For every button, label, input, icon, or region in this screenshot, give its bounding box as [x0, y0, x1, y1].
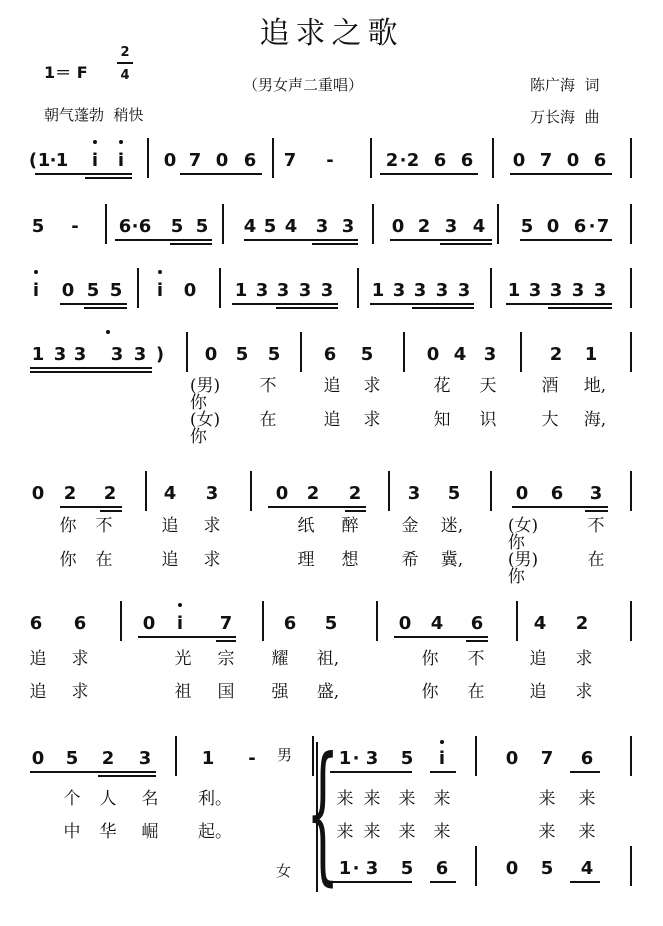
note-digit: · — [352, 858, 360, 879]
beam-underline — [330, 771, 412, 773]
key-signature: 1＝ F — [44, 63, 88, 82]
note-digit: · — [399, 150, 407, 171]
note-digit: 6 — [470, 613, 484, 634]
note-digit: 3 — [365, 858, 379, 879]
note-digit: 3 — [589, 483, 603, 504]
note-digit: 6 — [580, 748, 594, 769]
note-digit: 5 — [263, 216, 277, 237]
lyric-char: 名 — [141, 789, 159, 809]
bar-line — [376, 601, 378, 641]
note-digit: 6 — [73, 613, 87, 634]
lyric-char: 海, — [583, 410, 607, 430]
beam-underline — [98, 775, 156, 777]
lyric-char: 崛 — [141, 822, 159, 842]
note-digit: 1 — [338, 858, 352, 879]
bar-line — [630, 332, 632, 372]
lyric-char: 华 — [99, 822, 117, 842]
lyric-char: 在 — [467, 682, 485, 702]
lyric-char: 人 — [99, 789, 117, 809]
note-digit: 1 — [507, 280, 521, 301]
lyric-char: 求 — [363, 410, 381, 430]
lyric-char: 追 — [529, 649, 547, 669]
beam-underline — [466, 640, 488, 642]
bar-line — [403, 332, 405, 372]
bar-line — [262, 601, 264, 641]
lyric-char: 地, — [583, 376, 607, 396]
lyric-char: 耀 — [271, 649, 289, 669]
beam-underline — [30, 371, 152, 373]
bar-line — [516, 601, 518, 641]
time-signature-top: 2 — [120, 45, 130, 60]
note-digit: 0 — [566, 150, 580, 171]
note-digit: ( — [28, 150, 38, 171]
lyric-char: 来 — [578, 822, 596, 842]
bar-line — [490, 268, 492, 308]
note-digit: 3 — [457, 280, 471, 301]
beam-underline — [115, 239, 212, 241]
lyric-char: 识 — [479, 410, 497, 430]
beam-underline — [170, 243, 212, 245]
lyric-char: 追 — [29, 649, 47, 669]
note-digit: - — [71, 216, 79, 237]
note-digit: 7 — [539, 150, 553, 171]
lyric-char: 你 — [421, 649, 439, 669]
beam-underline — [35, 173, 132, 175]
lyric-char: 你 — [59, 550, 77, 570]
lyric-char: 金 — [401, 516, 419, 536]
note-digit: 6 — [433, 150, 447, 171]
lyric-char: 你 — [421, 682, 439, 702]
lyric-char: (女)你 — [189, 410, 221, 447]
note-digit: 0 — [512, 150, 526, 171]
lyric-char: 来 — [363, 789, 381, 809]
note-digit: 5 — [540, 858, 554, 879]
note-digit: 6 — [138, 216, 152, 237]
bar-line — [497, 204, 499, 244]
note-digit: 0 — [275, 483, 289, 504]
lyric-char: 盛, — [316, 682, 340, 702]
beam-underline — [412, 307, 474, 309]
note-digit: 3 — [528, 280, 542, 301]
lyric-char: 宗 — [217, 649, 235, 669]
lyric-char: 光 — [174, 649, 192, 669]
beam-underline — [312, 243, 358, 245]
lyric-char: 追 — [161, 516, 179, 536]
lyric-char: 求 — [203, 516, 221, 536]
octave-dot — [119, 140, 123, 144]
bar-line — [300, 332, 302, 372]
lyric-char: 来 — [433, 822, 451, 842]
note-digit: 2 — [348, 483, 362, 504]
voice-label-female: 女 — [276, 862, 292, 880]
note-digit: 5 — [86, 280, 100, 301]
note-digit: 0 — [391, 216, 405, 237]
beam-underline — [390, 239, 492, 241]
lyric-char: 在 — [95, 550, 113, 570]
note-digit: 5 — [235, 344, 249, 365]
lyric-char: 大 — [541, 410, 559, 430]
bar-line — [630, 471, 632, 511]
note-digit: 0 — [215, 150, 229, 171]
bar-line — [630, 204, 632, 244]
note-digit: 3 — [205, 483, 219, 504]
beam-underline — [585, 510, 608, 512]
bar-line — [250, 471, 252, 511]
bar-line — [520, 332, 522, 372]
note-digit: 2 — [549, 344, 563, 365]
note-digit: 0 — [398, 613, 412, 634]
time-signature-bottom: 4 — [120, 68, 130, 83]
lyric-char: 希 — [401, 550, 419, 570]
beam-underline — [345, 510, 366, 512]
bar-line — [120, 601, 122, 641]
note-digit: 4 — [472, 216, 486, 237]
note-digit: 6 — [323, 344, 337, 365]
note-digit: 3 — [392, 280, 406, 301]
note-digit: 6 — [118, 216, 132, 237]
lyric-char: 冀, — [440, 550, 464, 570]
note-digit: 4 — [163, 483, 177, 504]
beam-underline — [85, 177, 132, 179]
beam-underline — [570, 881, 600, 883]
beam-underline — [60, 506, 122, 508]
lyric-char: 求 — [575, 682, 593, 702]
bar-line — [630, 846, 632, 886]
note-digit: 7 — [188, 150, 202, 171]
beam-underline — [370, 303, 474, 305]
lyric-char: 强 — [271, 682, 289, 702]
note-digit: 6 — [460, 150, 474, 171]
note-digit: 4 — [430, 613, 444, 634]
lyric-char: 酒 — [541, 376, 559, 396]
note-digit: 2 — [406, 150, 420, 171]
beam-underline — [100, 510, 122, 512]
note-digit: 5 — [520, 216, 534, 237]
lyric-char: 来 — [538, 789, 556, 809]
note-digit: i — [176, 613, 184, 634]
note-digit: 5 — [195, 216, 209, 237]
bar-line — [175, 736, 177, 776]
beam-underline — [30, 367, 152, 369]
lyric-char: 追 — [529, 682, 547, 702]
beam-underline — [570, 771, 600, 773]
note-digit: 2 — [417, 216, 431, 237]
bar-line — [105, 204, 107, 244]
note-digit: 0 — [31, 748, 45, 769]
composer-credit: 万长海 曲 — [530, 108, 600, 126]
lyric-char: 不 — [467, 649, 485, 669]
beam-underline — [84, 307, 127, 309]
lyric-char: 求 — [575, 649, 593, 669]
note-digit: i — [117, 150, 125, 171]
note-digit: 1 — [37, 150, 51, 171]
beam-underline — [180, 173, 262, 175]
note-digit: 3 — [407, 483, 421, 504]
note-digit: 5 — [400, 858, 414, 879]
beam-underline — [60, 303, 127, 305]
bar-line — [490, 471, 492, 511]
lyric-char: 花 — [433, 376, 451, 396]
note-digit: 6 — [593, 150, 607, 171]
beam-underline — [138, 636, 236, 638]
note-digit: ) — [155, 344, 165, 365]
note-digit: 0 — [505, 748, 519, 769]
note-digit: 3 — [73, 344, 87, 365]
bar-line — [388, 471, 390, 511]
note-digit: 3 — [593, 280, 607, 301]
bar-line — [630, 601, 632, 641]
bar-line — [372, 204, 374, 244]
bar-line — [475, 736, 477, 776]
bar-line — [147, 138, 149, 178]
octave-dot — [158, 270, 162, 274]
bar-line — [145, 471, 147, 511]
note-digit: 2 — [103, 483, 117, 504]
note-digit: · — [352, 748, 360, 769]
lyric-char: 来 — [398, 822, 416, 842]
lyric-char: 在 — [587, 550, 605, 570]
note-digit: 4 — [243, 216, 257, 237]
beam-underline — [244, 239, 358, 241]
note-digit: 0 — [183, 280, 197, 301]
note-digit: 1 — [371, 280, 385, 301]
octave-dot — [440, 740, 444, 744]
lyric-char: 不 — [259, 376, 277, 396]
note-digit: 7 — [596, 216, 610, 237]
lyric-char: (女)你 — [507, 516, 539, 553]
note-digit: 0 — [515, 483, 529, 504]
note-digit: 0 — [204, 344, 218, 365]
note-digit: 5 — [447, 483, 461, 504]
note-digit: 0 — [31, 483, 45, 504]
song-title: 追求之歌 — [259, 16, 404, 51]
octave-dot — [93, 140, 97, 144]
lyric-char: 祖, — [316, 649, 340, 669]
beam-underline — [268, 506, 366, 508]
bar-line — [630, 736, 632, 776]
lyric-char: 追 — [161, 550, 179, 570]
bar-line — [137, 268, 139, 308]
note-digit: 1 — [55, 150, 69, 171]
octave-dot — [34, 270, 38, 274]
note-digit: 2 — [306, 483, 320, 504]
lyric-char: 理 — [297, 550, 315, 570]
note-digit: 5 — [267, 344, 281, 365]
lyric-char: 中 — [63, 822, 81, 842]
note-digit: 5 — [324, 613, 338, 634]
octave-dot — [106, 330, 110, 334]
note-digit: 3 — [133, 344, 147, 365]
beam-underline — [440, 243, 492, 245]
note-digit: 0 — [61, 280, 75, 301]
note-digit: 4 — [580, 858, 594, 879]
lyric-char: 祖 — [174, 682, 192, 702]
note-digit: 3 — [571, 280, 585, 301]
lyric-char: 追 — [323, 376, 341, 396]
note-digit: 6 — [435, 858, 449, 879]
note-digit: 0 — [505, 858, 519, 879]
lyric-char: 起。 — [198, 822, 232, 842]
beam-underline — [380, 173, 478, 175]
note-digit: i — [32, 280, 40, 301]
note-digit: - — [248, 748, 256, 769]
note-digit: 3 — [276, 280, 290, 301]
note-digit: 1 — [201, 748, 215, 769]
lyric-char: (男)你 — [507, 550, 539, 587]
note-digit: 3 — [110, 344, 124, 365]
note-digit: 3 — [483, 344, 497, 365]
note-digit: 0 — [142, 613, 156, 634]
note-digit: 4 — [533, 613, 547, 634]
note-digit: 5 — [31, 216, 45, 237]
beam-underline — [520, 239, 612, 241]
note-digit: 2 — [101, 748, 115, 769]
bar-line — [186, 332, 188, 372]
note-digit: 7 — [219, 613, 233, 634]
note-digit: 3 — [255, 280, 269, 301]
tempo-marking: 朝气蓬勃 稍快 — [44, 106, 144, 124]
lyric-char: 求 — [71, 682, 89, 702]
lyric-char: 来 — [363, 822, 381, 842]
bar-line — [222, 204, 224, 244]
lyric-char: 来 — [398, 789, 416, 809]
note-digit: 3 — [53, 344, 67, 365]
lyric-char: 来 — [433, 789, 451, 809]
note-digit: 3 — [138, 748, 152, 769]
lyric-char: 醉 — [341, 516, 359, 536]
note-digit: 5 — [170, 216, 184, 237]
note-digit: 3 — [315, 216, 329, 237]
lyric-char: 利。 — [198, 789, 232, 809]
note-digit: 6 — [29, 613, 43, 634]
lyric-char: 来 — [578, 789, 596, 809]
bar-line — [630, 138, 632, 178]
lyric-char: 追 — [29, 682, 47, 702]
time-signature-line — [117, 62, 133, 64]
note-digit: 0 — [426, 344, 440, 365]
beam-underline — [510, 173, 612, 175]
note-digit: 2 — [385, 150, 399, 171]
note-digit: 6 — [283, 613, 297, 634]
beam-underline — [394, 636, 488, 638]
beam-underline — [430, 771, 456, 773]
lyricist-credit: 陈广海 词 — [530, 76, 600, 94]
bar-line — [219, 268, 221, 308]
beam-underline — [232, 303, 338, 305]
beam-underline — [276, 307, 338, 309]
lyric-char: 你 — [59, 516, 77, 536]
note-digit: 5 — [360, 344, 374, 365]
lyric-char: 在 — [259, 410, 277, 430]
note-digit: 3 — [435, 280, 449, 301]
beam-underline — [216, 640, 236, 642]
voice-label-male: 男 — [277, 746, 293, 764]
note-digit: 3 — [549, 280, 563, 301]
beam-underline — [430, 881, 456, 883]
note-digit: 4 — [453, 344, 467, 365]
note-digit: 7 — [540, 748, 554, 769]
note-digit: 2 — [63, 483, 77, 504]
lyric-char: 天 — [479, 376, 497, 396]
note-digit: 0 — [163, 150, 177, 171]
note-digit: 3 — [444, 216, 458, 237]
lyric-char: 不 — [95, 516, 113, 536]
lyric-char: 来 — [336, 789, 354, 809]
lyric-char: (男)你 — [189, 376, 221, 413]
note-digit: 3 — [413, 280, 427, 301]
beam-underline — [512, 506, 608, 508]
note-digit: i — [91, 150, 99, 171]
lyric-char: 来 — [336, 822, 354, 842]
lyric-char: 追 — [323, 410, 341, 430]
note-digit: · — [588, 216, 596, 237]
beam-underline — [506, 303, 612, 305]
lyric-char: 迷, — [440, 516, 464, 536]
note-digit: 5 — [65, 748, 79, 769]
note-digit: 1 — [31, 344, 45, 365]
note-digit: 2 — [575, 613, 589, 634]
note-digit: 3 — [341, 216, 355, 237]
note-digit: 7 — [283, 150, 297, 171]
performance-type: （男女声二重唱） — [243, 76, 364, 94]
note-digit: 6 — [550, 483, 564, 504]
note-digit: 1 — [584, 344, 598, 365]
bar-line — [630, 268, 632, 308]
lyric-char: 不 — [587, 516, 605, 536]
note-digit: · — [131, 216, 139, 237]
note-digit: · — [49, 150, 57, 171]
note-digit: i — [156, 280, 164, 301]
beam-underline — [30, 771, 156, 773]
brace-icon: { — [306, 726, 340, 900]
bar-line — [370, 138, 372, 178]
note-digit: 5 — [109, 280, 123, 301]
note-digit: i — [438, 748, 446, 769]
note-digit: 1 — [234, 280, 248, 301]
note-digit: 4 — [284, 216, 298, 237]
bar-line — [492, 138, 494, 178]
lyric-char: 求 — [203, 550, 221, 570]
note-digit: 3 — [298, 280, 312, 301]
lyric-char: 纸 — [297, 516, 315, 536]
lyric-char: 求 — [363, 376, 381, 396]
beam-underline — [548, 307, 612, 309]
note-digit: 3 — [365, 748, 379, 769]
lyric-char: 求 — [71, 649, 89, 669]
note-digit: 1 — [338, 748, 352, 769]
lyric-char: 国 — [217, 682, 235, 702]
note-digit: 3 — [320, 280, 334, 301]
note-digit: 5 — [400, 748, 414, 769]
note-digit: - — [326, 150, 334, 171]
octave-dot — [178, 603, 182, 607]
lyric-char: 想 — [341, 550, 359, 570]
lyric-char: 个 — [63, 789, 81, 809]
note-digit: 6 — [243, 150, 257, 171]
bar-line — [357, 268, 359, 308]
bar-line — [475, 846, 477, 886]
beam-underline — [330, 881, 412, 883]
note-digit: 0 — [546, 216, 560, 237]
bar-line — [272, 138, 274, 178]
lyric-char: 来 — [538, 822, 556, 842]
note-digit: 6 — [573, 216, 587, 237]
lyric-char: 知 — [433, 410, 451, 430]
